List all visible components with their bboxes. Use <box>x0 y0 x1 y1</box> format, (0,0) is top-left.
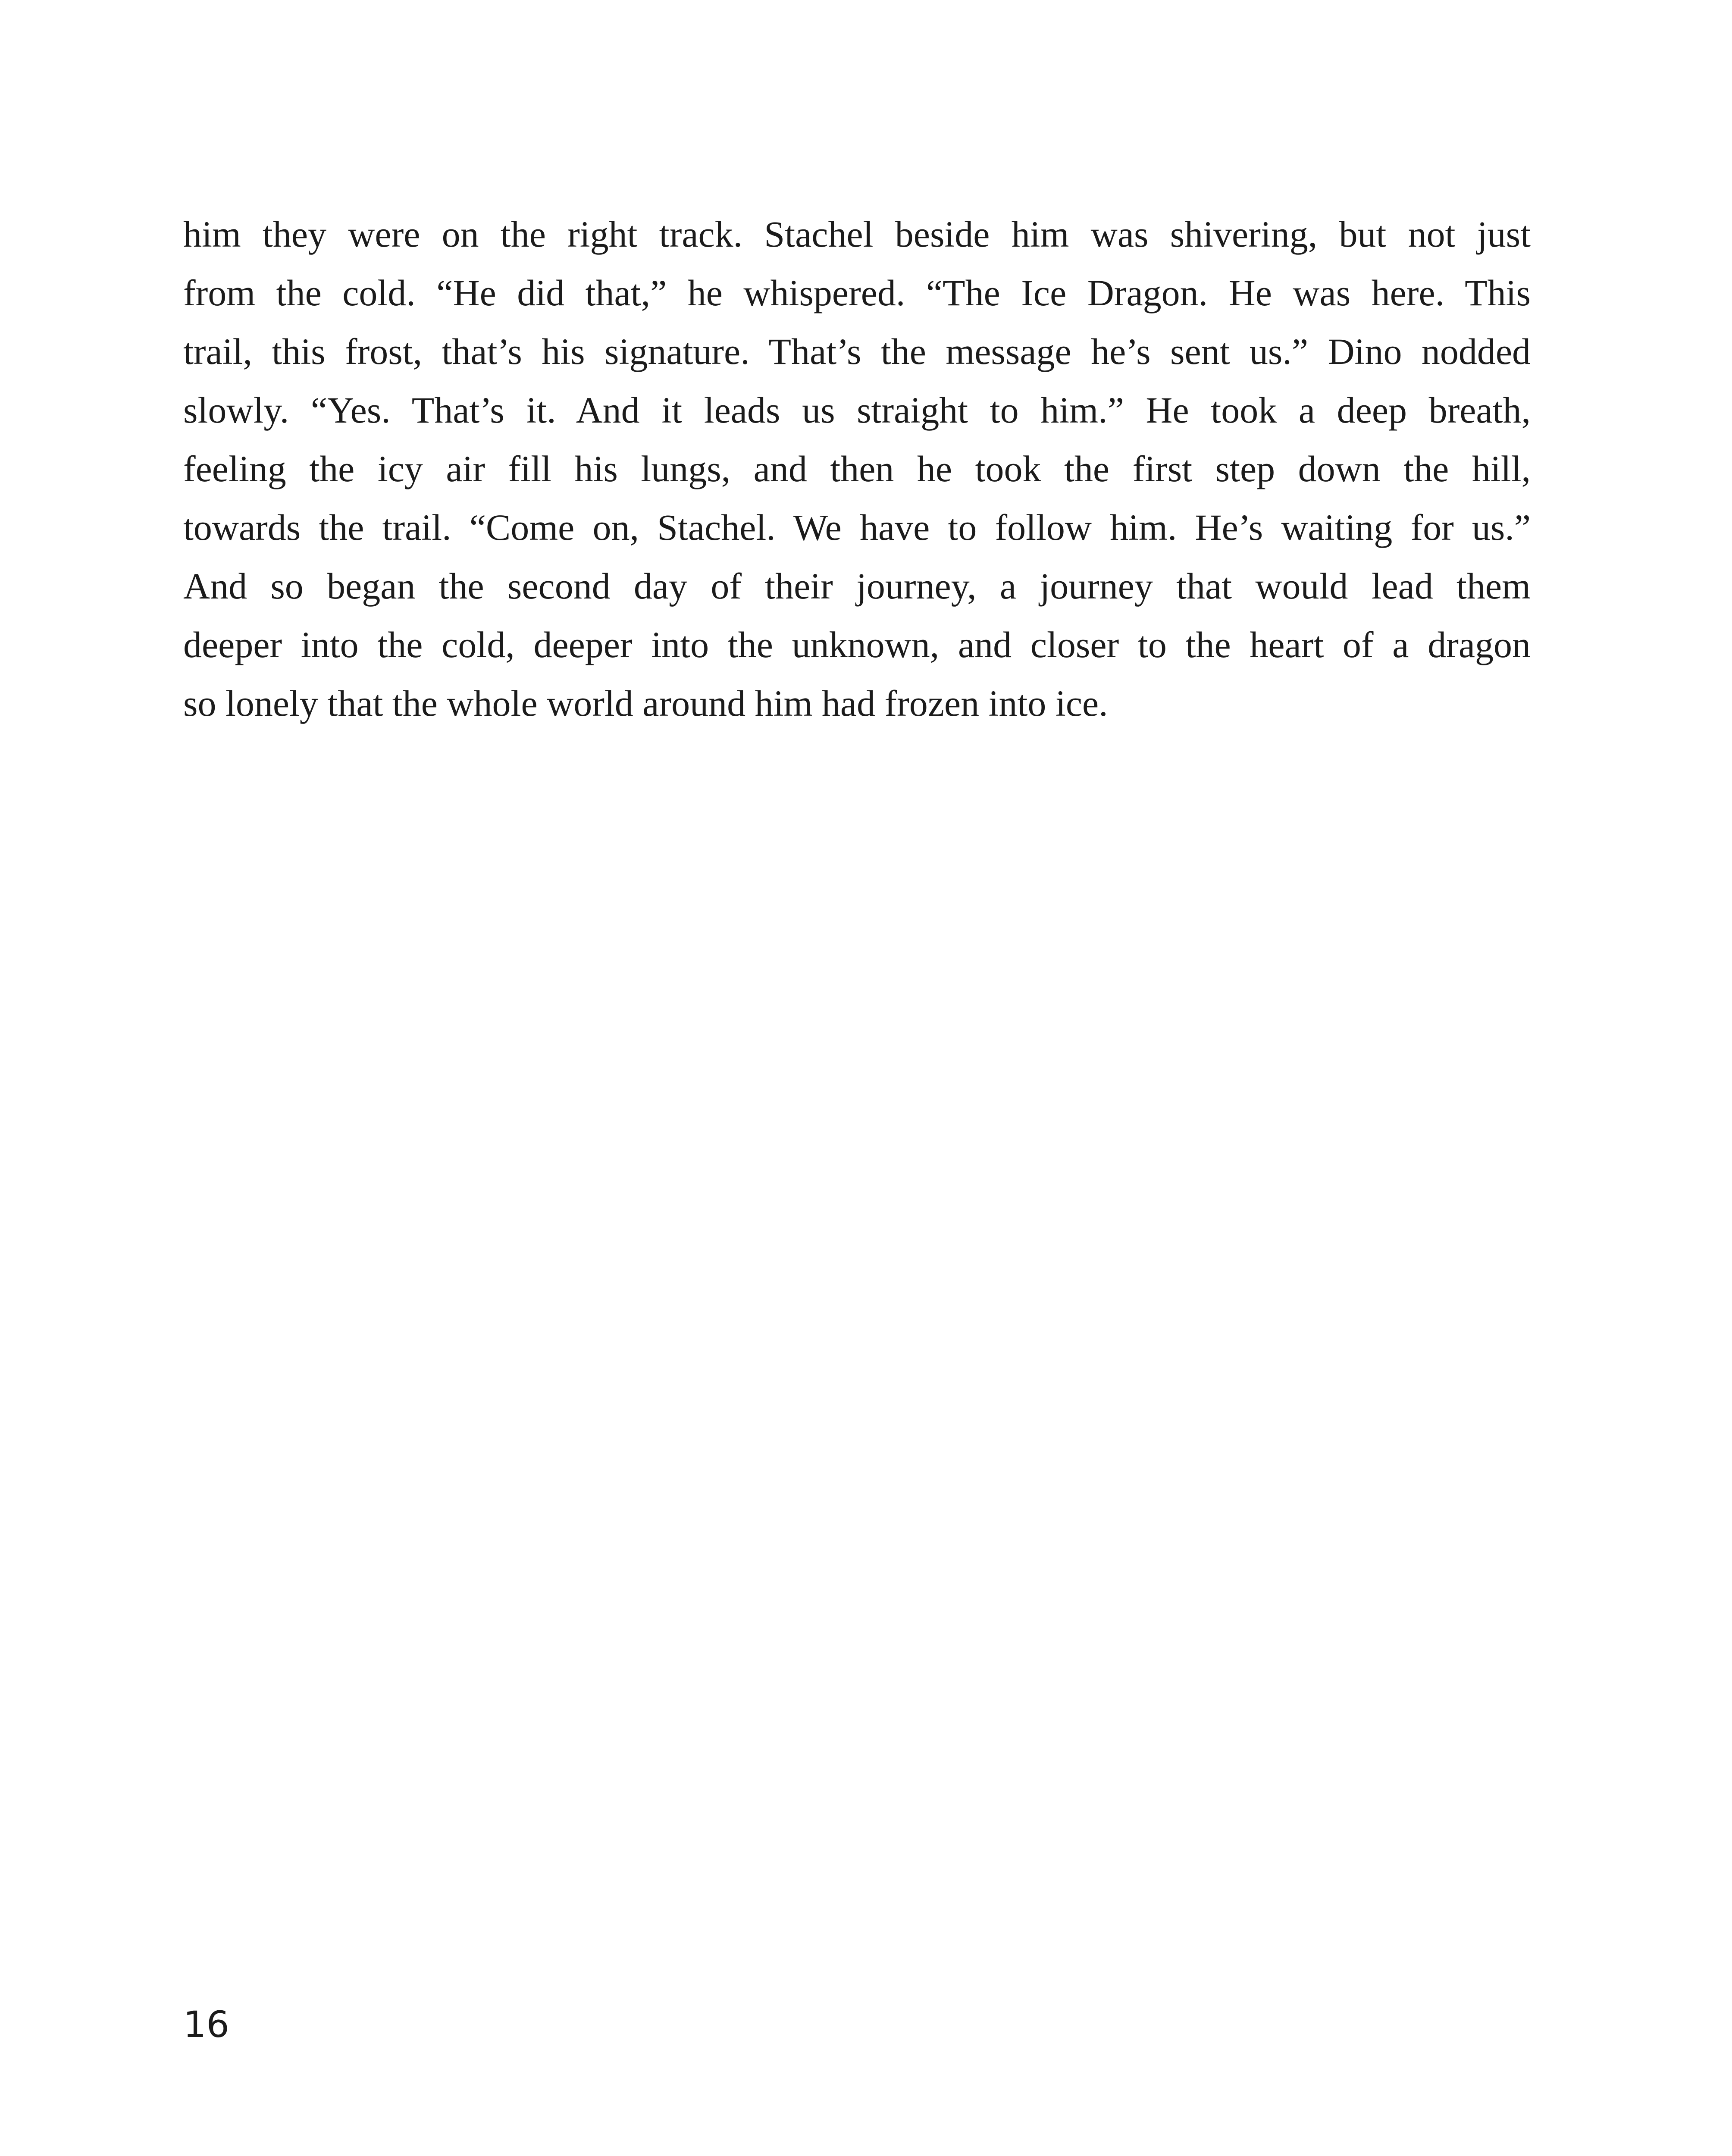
text-line: slowly. “Yes. That’s it. And it leads us straight to him.” He took a deep breath, <box>183 389 1531 431</box>
text-line: so lonely that the whole world around him had frozen into ice. <box>183 683 1108 724</box>
text-line: towards the trail. “Come on, Stachel. We have to follow him. He’s waiting for us.” <box>183 507 1531 548</box>
text-line: trail, this frost, that’s his signature. That’s the message he’s sent us.” Dino nodded <box>183 331 1531 372</box>
page-number: 16 <box>183 2003 229 2046</box>
text-line: feeling the icy air fill his lungs, and then he took the first step down the hill, <box>183 448 1531 489</box>
text-line: from the cold. “He did that,” he whispered. “The Ice Dragon. He was here. This <box>183 272 1531 313</box>
text-line: deeper into the cold, deeper into the unknown, and closer to the heart of a dragon <box>183 624 1531 665</box>
text-line: And so began the second day of their journey, a journey that would lead them <box>183 565 1531 607</box>
text-line: him they were on the right track. Stachel beside him was shivering, but not just <box>183 213 1531 255</box>
body-paragraph <box>183 205 1531 733</box>
